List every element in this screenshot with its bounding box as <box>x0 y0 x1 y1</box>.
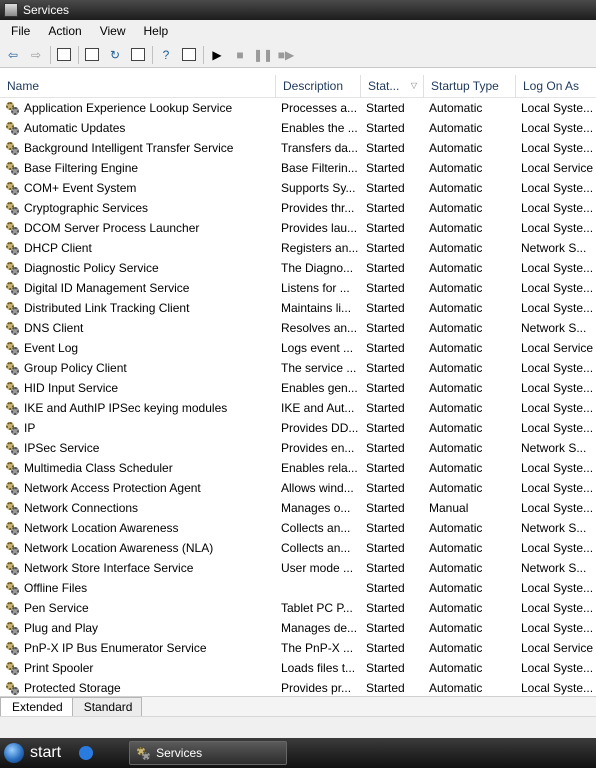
gear-icon <box>5 681 19 695</box>
view-tabs <box>0 696 596 717</box>
table-row[interactable] <box>0 138 596 158</box>
table-row[interactable] <box>0 498 596 518</box>
service-description: Registers an... <box>281 241 359 255</box>
service-log-on-as: Local Service <box>521 341 594 355</box>
service-description: The service ... <box>281 361 357 375</box>
service-status: Started <box>366 161 405 175</box>
column-log-on-as[interactable]: Log On As <box>523 79 580 93</box>
gear-icon <box>5 421 19 435</box>
service-status: Started <box>366 201 405 215</box>
services-list <box>0 68 596 696</box>
properties-icon[interactable] <box>83 46 101 64</box>
gear-icon <box>5 481 19 495</box>
service-description: Supports Sy... <box>281 181 356 195</box>
service-log-on-as: Local Syste... <box>521 401 594 415</box>
service-startup-type: Automatic <box>429 261 483 275</box>
service-name-cell[interactable] <box>0 438 276 458</box>
service-status: Started <box>366 501 405 515</box>
service-name: Network Store Interface Service <box>24 561 194 575</box>
service-log-on-as: Local Syste... <box>521 121 594 135</box>
service-startup-type: Automatic <box>429 541 483 555</box>
service-status: Started <box>366 241 405 255</box>
service-startup-type: Automatic <box>429 401 483 415</box>
gear-icon <box>5 641 19 655</box>
internet-explorer-icon[interactable] <box>79 746 93 760</box>
service-name-cell[interactable] <box>0 98 276 118</box>
table-row[interactable] <box>0 418 596 438</box>
service-name: Pen Service <box>24 601 89 615</box>
service-name: Network Connections <box>24 501 139 515</box>
service-name-cell[interactable] <box>0 358 276 378</box>
service-description: Transfers da... <box>281 141 358 155</box>
service-log-on-as: Local Syste... <box>521 181 594 195</box>
service-status: Started <box>366 321 405 335</box>
service-description: Resolves an... <box>281 321 358 335</box>
table-row[interactable] <box>0 118 596 138</box>
service-description: Provides DD... <box>281 421 359 435</box>
gear-icon <box>5 281 19 295</box>
toolbar-separator <box>78 46 79 64</box>
service-startup-type: Automatic <box>429 241 483 255</box>
service-description: The PnP-X ... <box>281 641 354 655</box>
service-name: IKE and AuthIP IPSec keying modules <box>24 401 228 415</box>
refresh-icon[interactable]: ↻ <box>109 47 121 62</box>
service-log-on-as: Network S... <box>521 561 587 575</box>
toolbar-separator <box>203 46 204 64</box>
service-status: Started <box>366 281 405 295</box>
gear-icon <box>5 381 19 395</box>
gear-icon <box>5 401 19 415</box>
gear-icon <box>5 121 19 135</box>
column-startup-type[interactable]: Startup Type <box>424 75 516 97</box>
service-startup-type: Automatic <box>429 581 483 595</box>
service-description: Logs event ... <box>281 341 354 355</box>
service-name-cell[interactable] <box>0 398 276 418</box>
service-name-cell[interactable] <box>0 518 276 538</box>
service-log-on-as: Local Syste... <box>521 621 594 635</box>
gear-icon <box>5 361 19 375</box>
gear-icon <box>5 241 19 255</box>
list-rows <box>0 98 596 696</box>
service-name: IPSec Service <box>24 441 100 455</box>
taskbar-button-label: Services <box>156 746 203 760</box>
gear-icon <box>5 561 19 575</box>
service-status: Started <box>366 141 405 155</box>
service-status: Started <box>366 341 405 355</box>
service-status: Started <box>366 621 405 635</box>
service-name-cell[interactable] <box>0 158 276 178</box>
table-row[interactable] <box>0 438 596 458</box>
stop-icon[interactable]: ■ <box>236 47 244 62</box>
service-status: Started <box>366 261 405 275</box>
gear-icon <box>5 201 19 215</box>
table-row[interactable] <box>0 318 596 338</box>
service-name-cell[interactable] <box>0 278 276 298</box>
service-description: Manages o... <box>281 501 351 515</box>
service-name: DNS Client <box>24 321 84 335</box>
service-name-cell[interactable] <box>0 618 276 638</box>
service-description: Enables gen... <box>281 381 358 395</box>
service-name: IP <box>24 421 36 435</box>
service-log-on-as: Local Syste... <box>521 361 594 375</box>
menu-help[interactable]: Help <box>143 24 169 38</box>
start-label: start <box>30 744 62 761</box>
service-status: Started <box>366 101 405 115</box>
service-status: Started <box>366 581 405 595</box>
gear-icon <box>5 341 19 355</box>
gear-icon <box>5 301 19 315</box>
service-startup-type: Automatic <box>429 281 483 295</box>
service-description: Manages de... <box>281 621 358 635</box>
service-name-cell[interactable] <box>0 538 276 558</box>
service-name: HID Input Service <box>24 381 119 395</box>
service-name-cell[interactable] <box>0 218 276 238</box>
gear-icon <box>5 601 19 615</box>
service-name-cell[interactable] <box>0 578 276 598</box>
service-description: Provides thr... <box>281 201 355 215</box>
service-startup-type: Automatic <box>429 121 483 135</box>
table-row[interactable] <box>0 398 596 418</box>
service-name: Group Policy Client <box>24 361 127 375</box>
gear-icon <box>5 181 19 195</box>
service-status: Started <box>366 441 405 455</box>
service-name-cell[interactable] <box>0 378 276 398</box>
service-log-on-as: Network S... <box>521 521 587 535</box>
window-title: Services <box>23 3 70 17</box>
service-status: Started <box>366 601 405 615</box>
menu-file[interactable]: File <box>11 24 31 38</box>
column-name[interactable]: Name <box>0 75 276 97</box>
list-header <box>0 75 596 98</box>
taskbar-button-services[interactable] <box>129 741 287 765</box>
gear-icon <box>5 581 19 595</box>
service-name: Offline Files <box>24 581 88 595</box>
service-name: Application Experience Lookup Service <box>24 101 233 115</box>
service-name-cell[interactable] <box>0 198 276 218</box>
table-row[interactable] <box>0 558 596 578</box>
service-name: Network Location Awareness (NLA) <box>24 541 214 555</box>
service-startup-type: Automatic <box>429 601 483 615</box>
service-log-on-as: Network S... <box>521 441 587 455</box>
service-name-cell[interactable] <box>0 298 276 318</box>
table-row[interactable] <box>0 538 596 558</box>
service-name-cell[interactable] <box>0 638 276 658</box>
export-list-icon[interactable] <box>129 46 147 64</box>
service-name-cell[interactable] <box>0 658 276 678</box>
service-name-cell[interactable] <box>0 338 276 358</box>
service-status: Started <box>366 301 405 315</box>
view-icon[interactable] <box>180 46 198 64</box>
service-startup-type: Automatic <box>429 161 483 175</box>
table-row[interactable] <box>0 458 596 478</box>
gear-icon <box>5 521 19 535</box>
table-row[interactable] <box>0 98 596 118</box>
service-status: Started <box>366 121 405 135</box>
service-name: Distributed Link Tracking Client <box>24 301 190 315</box>
table-row[interactable] <box>0 518 596 538</box>
table-row[interactable] <box>0 158 596 178</box>
restart-icon[interactable]: ■▶ <box>277 47 295 62</box>
service-status: Started <box>366 361 405 375</box>
service-log-on-as: Local Syste... <box>521 421 594 435</box>
taskbar <box>0 738 596 768</box>
service-description: Loads files t... <box>281 661 356 675</box>
table-row[interactable] <box>0 298 596 318</box>
column-status-label: Stat... <box>368 79 400 93</box>
table-row[interactable] <box>0 338 596 358</box>
service-startup-type: Automatic <box>429 361 483 375</box>
gear-icon <box>136 746 150 760</box>
service-status: Started <box>366 681 405 695</box>
service-name-cell[interactable] <box>0 558 276 578</box>
service-name: Multimedia Class Scheduler <box>24 461 173 475</box>
service-log-on-as: Local Service <box>521 641 594 655</box>
service-startup-type: Automatic <box>429 461 483 475</box>
service-startup-type: Automatic <box>429 381 483 395</box>
service-status: Started <box>366 661 405 675</box>
service-startup-type: Automatic <box>429 181 483 195</box>
service-status: Started <box>366 561 405 575</box>
service-description: Listens for ... <box>281 281 350 295</box>
service-description: Enables rela... <box>281 461 358 475</box>
service-name: Digital ID Management Service <box>24 281 190 295</box>
service-description: Collects an... <box>281 541 351 555</box>
service-log-on-as: Local Syste... <box>521 381 594 395</box>
table-row[interactable] <box>0 638 596 658</box>
service-name: COM+ Event System <box>24 181 137 195</box>
service-description: Collects an... <box>281 521 351 535</box>
table-row[interactable] <box>0 618 596 638</box>
column-status[interactable] <box>361 75 424 97</box>
service-log-on-as: Local Syste... <box>521 501 594 515</box>
gear-icon <box>5 661 19 675</box>
gear-icon <box>5 261 19 275</box>
service-description: The Diagno... <box>281 261 354 275</box>
service-name: Plug and Play <box>24 621 99 635</box>
tab-standard[interactable]: Standard <box>72 697 143 717</box>
service-log-on-as: Local Syste... <box>521 601 594 615</box>
table-row[interactable] <box>0 478 596 498</box>
service-startup-type: Automatic <box>429 681 483 695</box>
service-status: Started <box>366 541 405 555</box>
service-description: Processes a... <box>281 101 358 115</box>
service-startup-type: Automatic <box>429 521 483 535</box>
menu-action[interactable]: Action <box>48 24 82 38</box>
service-startup-type: Automatic <box>429 201 483 215</box>
service-description: Provides pr... <box>281 681 352 695</box>
service-status: Started <box>366 401 405 415</box>
table-row[interactable] <box>0 258 596 278</box>
service-log-on-as: Local Syste... <box>521 461 594 475</box>
gear-icon <box>5 541 19 555</box>
service-startup-type: Automatic <box>429 221 483 235</box>
table-row[interactable] <box>0 238 596 258</box>
table-row[interactable] <box>0 198 596 218</box>
service-log-on-as: Local Syste... <box>521 221 594 235</box>
service-startup-type: Automatic <box>429 321 483 335</box>
service-status: Started <box>366 521 405 535</box>
menu-view[interactable]: View <box>99 24 126 38</box>
gear-icon <box>5 621 19 635</box>
service-log-on-as: Local Syste... <box>521 141 594 155</box>
service-startup-type: Automatic <box>429 101 483 115</box>
back-icon[interactable]: ⇦ <box>7 47 19 62</box>
service-status: Started <box>366 481 405 495</box>
help-icon[interactable]: ? <box>162 47 170 62</box>
service-status: Started <box>366 381 405 395</box>
service-description: Allows wind... <box>281 481 354 495</box>
service-name-cell[interactable] <box>0 598 276 618</box>
gear-icon <box>5 441 19 455</box>
title-bar <box>0 0 596 20</box>
service-status: Started <box>366 421 405 435</box>
service-name: Network Access Protection Agent <box>24 481 201 495</box>
service-startup-type: Automatic <box>429 641 483 655</box>
service-startup-type: Manual <box>429 501 469 515</box>
service-startup-type: Automatic <box>429 421 483 435</box>
status-bar <box>0 716 596 739</box>
tab-extended[interactable]: Extended <box>0 697 73 717</box>
service-name: DHCP Client <box>24 241 92 255</box>
service-name: Background Intelligent Transfer Service <box>24 141 234 155</box>
play-icon[interactable]: ▶ <box>212 47 222 62</box>
service-startup-type: Automatic <box>429 441 483 455</box>
gear-icon <box>5 101 19 115</box>
service-name-cell[interactable] <box>0 498 276 518</box>
service-name: DCOM Server Process Launcher <box>24 221 200 235</box>
table-row[interactable] <box>0 178 596 198</box>
toolbar-separator <box>152 46 153 64</box>
show-hide-console-tree-icon[interactable] <box>55 46 73 64</box>
service-status: Started <box>366 641 405 655</box>
menu-bar <box>0 20 596 43</box>
table-row[interactable] <box>0 598 596 618</box>
service-name: PnP-X IP Bus Enumerator Service <box>24 641 207 655</box>
gear-icon <box>5 461 19 475</box>
gear-icon <box>5 221 19 235</box>
service-log-on-as: Local Syste... <box>521 481 594 495</box>
service-log-on-as: Network S... <box>521 321 587 335</box>
pause-icon[interactable]: ❚❚ <box>252 47 274 62</box>
service-log-on-as: Local Syste... <box>521 681 594 695</box>
service-log-on-as: Local Syste... <box>521 661 594 675</box>
gear-icon <box>5 501 19 515</box>
service-log-on-as: Local Syste... <box>521 261 594 275</box>
service-description: Maintains li... <box>281 301 352 315</box>
table-row[interactable] <box>0 278 596 298</box>
service-description: User mode ... <box>281 561 354 575</box>
service-status: Started <box>366 181 405 195</box>
table-row[interactable] <box>0 678 596 696</box>
service-description: Tablet PC P... <box>281 601 353 615</box>
service-startup-type: Automatic <box>429 621 483 635</box>
service-name-cell[interactable] <box>0 478 276 498</box>
service-status: Started <box>366 221 405 235</box>
service-description: Provides lau... <box>281 221 358 235</box>
service-name-cell[interactable] <box>0 138 276 158</box>
table-row[interactable] <box>0 218 596 238</box>
service-name-cell[interactable] <box>0 238 276 258</box>
service-name: Automatic Updates <box>24 121 126 135</box>
service-startup-type: Automatic <box>429 661 483 675</box>
service-log-on-as: Local Syste... <box>521 101 594 115</box>
service-startup-type: Automatic <box>429 341 483 355</box>
sort-indicator-icon: ▽ <box>410 81 417 90</box>
service-log-on-as: Local Syste... <box>521 581 594 595</box>
service-log-on-as: Local Syste... <box>521 281 594 295</box>
service-name-cell[interactable] <box>0 678 276 696</box>
service-startup-type: Automatic <box>429 561 483 575</box>
service-log-on-as: Local Service <box>521 161 594 175</box>
table-row[interactable] <box>0 578 596 598</box>
service-description: Provides en... <box>281 441 355 455</box>
services-app-icon <box>4 3 18 17</box>
service-name-cell[interactable] <box>0 118 276 138</box>
service-name-cell[interactable] <box>0 418 276 438</box>
service-startup-type: Automatic <box>429 481 483 495</box>
gear-icon <box>5 141 19 155</box>
service-name-cell[interactable] <box>0 178 276 198</box>
service-name: Network Location Awareness <box>24 521 179 535</box>
service-name: Protected Storage <box>24 681 121 695</box>
service-name: Base Filtering Engine <box>24 161 139 175</box>
service-log-on-as: Network S... <box>521 241 587 255</box>
service-name-cell[interactable] <box>0 458 276 478</box>
toolbar-separator <box>50 46 51 64</box>
table-row[interactable] <box>0 358 596 378</box>
windows-logo-icon <box>4 743 24 763</box>
table-row[interactable] <box>0 658 596 678</box>
toolbar <box>0 42 596 68</box>
gear-icon <box>5 321 19 335</box>
forward-icon[interactable]: ⇨ <box>30 47 42 62</box>
service-name: Cryptographic Services <box>24 201 149 215</box>
service-description: Base Filterin... <box>281 161 358 175</box>
service-status: Started <box>366 461 405 475</box>
service-name: Event Log <box>24 341 79 355</box>
service-log-on-as: Local Syste... <box>521 301 594 315</box>
service-name: Diagnostic Policy Service <box>24 261 159 275</box>
service-startup-type: Automatic <box>429 141 483 155</box>
service-log-on-as: Local Syste... <box>521 201 594 215</box>
start-button[interactable] <box>0 738 69 768</box>
service-description: Enables the ... <box>281 121 358 135</box>
table-row[interactable] <box>0 378 596 398</box>
service-name: Print Spooler <box>24 661 94 675</box>
service-startup-type: Automatic <box>429 301 483 315</box>
gear-icon <box>5 161 19 175</box>
service-description: IKE and Aut... <box>281 401 355 415</box>
service-log-on-as: Local Syste... <box>521 541 594 555</box>
service-name-cell[interactable] <box>0 318 276 338</box>
service-name-cell[interactable] <box>0 258 276 278</box>
column-description[interactable]: Description <box>276 75 361 97</box>
